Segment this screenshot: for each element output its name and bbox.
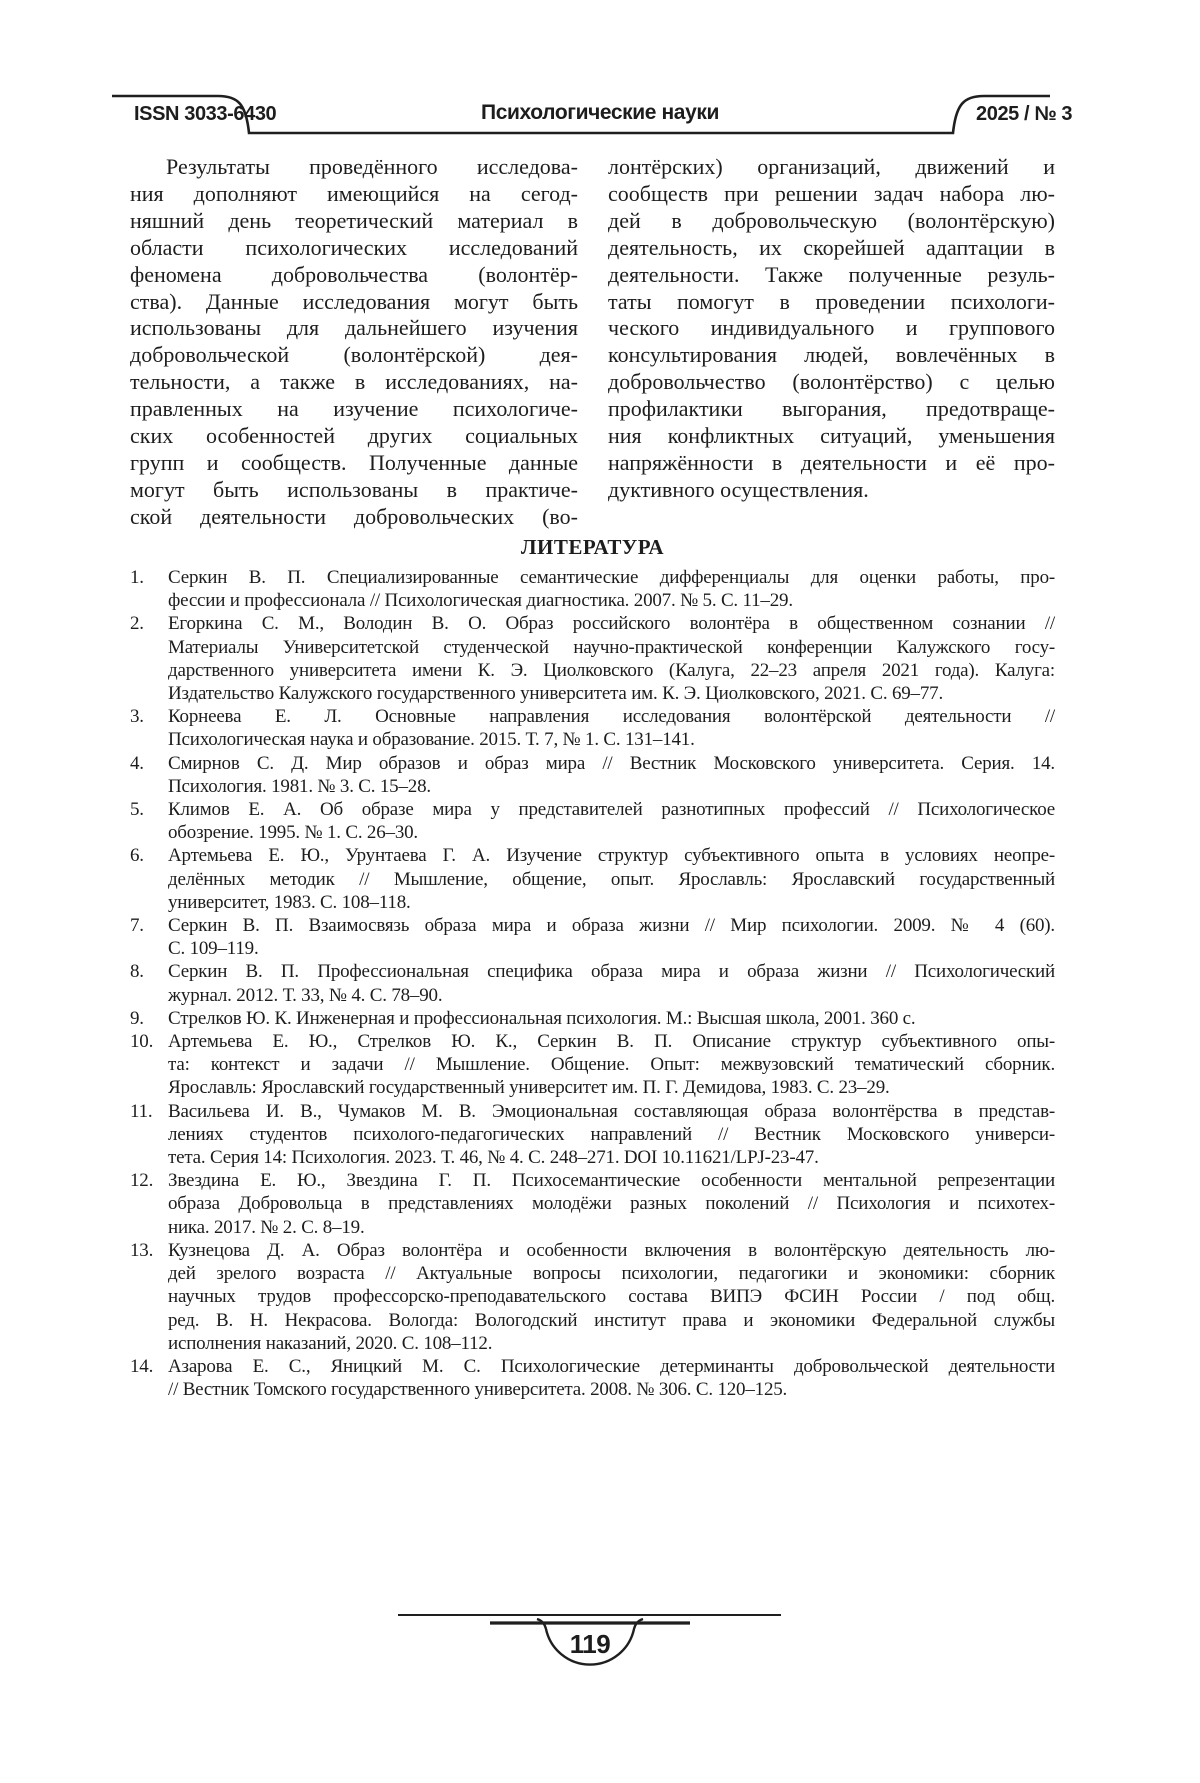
issn-label: ISSN 3033-6430 — [134, 103, 277, 125]
reference-text: Васильева И. В., Чумаков М. В. Эмоциональная составляющая образа волонтёрства в представ- лениях студентов психолого-педагогических направлений // Вестник Московского универси- — [168, 1100, 1055, 1145]
reference-text: Артемьева Е. Ю., Урунтаева Г. А. Изучение структур субъективного опыта в условиях неопре- делённых методик // Мышление, общение, опыт. Ярославль: Ярославский государственный — [168, 845, 1055, 890]
reference-item — [130, 960, 1055, 1006]
reference-text: Егоркина С. М., Володин В. О. Образ российского волонтёра в общественном сознании // Материалы Университетской студенческой научно-практической конференции Калужского госу- дарственного университета имени К. Э. Циолковского (Калуга, 22–23 апреля 2021 года). Калуга: — [168, 613, 1055, 681]
reference-text-lastline: Издательство Калужского государственного университета им. К. Э. Циолковского, 2021. С. 69–77. — [168, 683, 944, 705]
reference-text-lastline: тета. Серия 14: Психология. 2023. Т. 46, № 4. С. 248–271. DOI 10.11621/LPJ-23-47. — [168, 1147, 819, 1169]
reference-text-lastline: фессии и профессионала // Психологическая диагностика. 2007. № 5. С. 11–29. — [168, 590, 793, 612]
reference-text-lastline: университет, 1983. С. 108–118. — [168, 891, 411, 913]
reference-number: 5. — [130, 799, 144, 821]
reference-text-lastline: журнал. 2012. Т. 33, № 4. С. 78–90. — [168, 984, 443, 1006]
reference-item — [130, 798, 1055, 844]
reference-item — [130, 705, 1055, 751]
reference-number: 4. — [130, 752, 144, 774]
page-header — [0, 0, 1200, 150]
references-list — [130, 566, 1055, 1401]
reference-text: Серкин В. П. Взаимосвязь образа мира и образа жизни // Мир психологии. 2009. № 4 (60). — [168, 915, 1055, 937]
reference-text: Артемьева Е. Ю., Стрелков Ю. К., Серкин В. П. Описание структур субъективного опы- та: контекст и задачи // Мышление. Общение. Опыт: межвузовский тематический сборник. — [168, 1031, 1055, 1076]
reference-text-lastline: // Вестник Томского государственного университета. 2008. № 306. С. 120–125. — [168, 1379, 788, 1401]
header-rule-line — [0, 0, 1200, 150]
reference-text-lastline: Психология. 1981. № 3. С. 15–28. — [168, 775, 431, 797]
reference-text: Азарова Е. С., Яницкий М. С. Психологические детерминанты добровольческой деятельности — [168, 1355, 1055, 1377]
reference-number: 13. — [130, 1239, 154, 1261]
reference-text-lastline: С. 109–119. — [168, 938, 259, 960]
reference-text: Серкин В. П. Профессиональная специфика образа мира и образа жизни // Психологический — [168, 961, 1055, 983]
reference-number: 9. — [130, 1007, 144, 1029]
article-right-column-text: лонтёрских) организаций, движений и сообществ при решении задач набора лю- дей в добровольческую (волонтёрскую) деятельность, их скорейшей адаптации в деятельности. Также полученные резуль- таты помогут в проведении психологи- ческого индивидуального и группового консультирования людей, вовлечённых в добровольчество (волонтёрство) с целью профилактики выгорания, предотвраще- ния конфликтных ситуаций, уменьшения напряжённости в деятельности и её про- — [608, 154, 1055, 475]
reference-number: 6. — [130, 845, 144, 867]
reference-text-lastline: Ярославль: Ярославский государственный университет им. П. Г. Демидова, 1983. С. 23–29. — [168, 1077, 890, 1099]
reference-text: Смирнов С. Д. Мир образов и образ мира // Вестник Московского университета. Серия. 14. — [168, 752, 1055, 774]
reference-number: 2. — [130, 613, 144, 635]
reference-text: Климов Е. А. Об образе мира у представителей разнотипных профессий // Психологическое — [168, 799, 1055, 821]
reference-text: Кузнецова Д. А. Образ волонтёра и особенности включения в волонтёрскую деятельность лю- дей зрелого возраста // Актуальные вопросы психологии, педагогики и экономики: сборник научных трудов профессорско-преподавательского состава ВИПЭ ФСИН России / под общ. ред. В. Н. Некрасова. Вологда: Вологодский институт права и экономики Федеральной службы — [168, 1239, 1055, 1331]
reference-text: Серкин В. П. Специализированные семантические дифференциалы для оценки работы, про- — [168, 567, 1055, 588]
journal-section-title: Психологические науки — [481, 101, 719, 124]
reference-text: Звездина Е. Ю., Звездина Г. П. Психосемантические особенности ментальной репрезентации образа Добровольца в представлениях молодёжи разных поколений // Психология и психотех- — [168, 1170, 1055, 1215]
article-right-column — [608, 154, 1055, 531]
reference-text-lastline: исполнения наказаний, 2020. С. 108–112. — [168, 1332, 493, 1354]
issue-label: 2025 / № 3 — [976, 103, 1073, 125]
reference-item — [130, 844, 1055, 914]
reference-item — [130, 1007, 1055, 1030]
reference-text-lastline: обозрение. 1995. № 1. С. 26–30. — [168, 822, 418, 844]
reference-item — [130, 1239, 1055, 1355]
reference-number: 3. — [130, 706, 144, 728]
reference-text-lastline: Стрелков Ю. К. Инженерная и профессиональная психология. М.: Высшая школа, 2001. 360 с. — [168, 1007, 916, 1029]
reference-text-lastline: ника. 2017. № 2. С. 8–19. — [168, 1216, 365, 1238]
article-body — [130, 154, 1055, 531]
reference-item — [130, 1355, 1055, 1401]
page-number: 119 — [569, 1629, 611, 1659]
reference-number: 7. — [130, 915, 144, 937]
references-heading: ЛИТЕРАТУРА — [520, 535, 665, 559]
reference-item — [130, 1169, 1055, 1239]
reference-number: 10. — [130, 1031, 154, 1053]
reference-text: Корнеева Е. Л. Основные направления исследования волонтёрской деятельности // — [168, 706, 1055, 728]
reference-text-lastline: Психологическая наука и образование. 2015. Т. 7, № 1. С. 131–141. — [168, 729, 695, 751]
reference-item — [130, 1030, 1055, 1100]
reference-number: 8. — [130, 961, 144, 983]
reference-number: 14. — [130, 1355, 154, 1377]
reference-number: 11. — [130, 1100, 153, 1122]
reference-item — [130, 612, 1055, 705]
reference-item — [130, 566, 1055, 612]
reference-number: 1. — [130, 567, 144, 588]
reference-item — [130, 914, 1055, 960]
footer-rule — [0, 1600, 1200, 1730]
article-right-column-lastline: дуктивного осуществления. — [608, 476, 869, 502]
reference-item — [130, 1100, 1055, 1170]
page-footer — [0, 1600, 1200, 1730]
reference-item — [130, 752, 1055, 798]
article-left-column: Результаты проведённого исследова- ния дополняют имеющийся на сегод- няшний день теоретический материал в области психологических исследований феномена добровольчества (волонтёр- ства). Данные исследования могут быть использованы для дальнейшего изучения добровольческой (волонтёрской) дея- тельности, а также в исследованиях, на- правленных на изучение психологиче- ских особенностей других социальных групп и сообществ. Полученные данные могут быть использованы в практиче- ской деятельности добровольческих (во- — [130, 154, 578, 529]
reference-number: 12. — [130, 1170, 154, 1192]
